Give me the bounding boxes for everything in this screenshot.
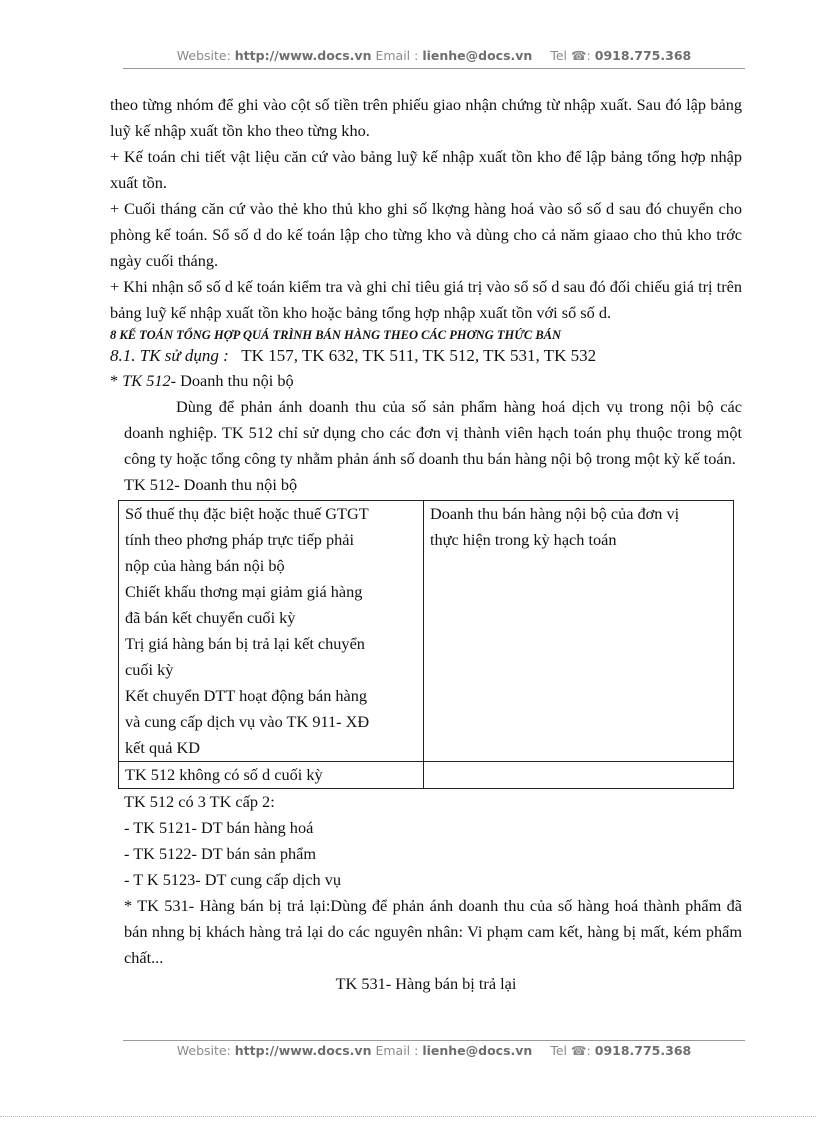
debit-line: Trị giá hàng bán bị trả lại kết chuyển xyxy=(125,634,365,653)
balance-empty-cell xyxy=(424,762,734,789)
debit-line: tính theo phơng pháp trực tiếp phải xyxy=(125,530,355,549)
tel-number: 0918.775.368 xyxy=(594,48,692,63)
credit-column xyxy=(424,501,734,762)
debit-line: Chiết khấu thơng mại giảm giá hàng xyxy=(125,582,363,601)
level2-intro: TK 512 có 3 TK cấp 2: xyxy=(124,792,275,811)
level2-item: - TK 5121- DT bán hàng hoá xyxy=(124,818,314,837)
paragraph-4: + Khi nhận sổ số d kế toán kiểm tra và ghi chỉ tiêu giá trị vào sổ số d sau đó đối chiếu giá trị trên bảng luỹ kế nhập xuất tồn kho hoặc bảng tổng hợp nhập xuất tồn với sổ số d. xyxy=(110,277,742,322)
footer-website-link[interactable]: http://www.docs.vn xyxy=(234,1043,372,1058)
tk512-name: Doanh thu nội bộ xyxy=(176,371,294,390)
subsection-line xyxy=(110,344,742,368)
debit-line: kết quả KD xyxy=(125,738,201,757)
email-link[interactable]: lienhe@docs.vn xyxy=(422,48,533,63)
footer-website-label: Website: xyxy=(176,1043,231,1058)
level2-item: - T K 5123- DT cung cấp dịch vụ xyxy=(124,870,342,889)
debit-line: cuối kỳ xyxy=(125,660,174,679)
page-footer xyxy=(123,1040,745,1061)
tk531-paragraph: * TK 531- Hàng bán bị trả lại:Dùng để phản ánh doanh thu của số hàng hoá thành phẩm đã bán nhng bị khách hàng trả lại do các nguyên nhân: Vi phạm cam kết, hàng bị mất, kém phẩm chất... xyxy=(124,896,742,967)
debit-line: nộp của hàng bán nội bộ xyxy=(125,556,285,575)
debit-line: và cung cấp dịch vụ vào TK 911- XĐ xyxy=(125,712,370,731)
tk512-code: TK 512- xyxy=(122,371,177,390)
tk512-table-title: TK 512- Doanh thu nội bộ xyxy=(124,475,298,494)
debit-line: Số thuế thụ đặc biệt hoặc thuế GTGT xyxy=(125,504,369,523)
website-label: Website: xyxy=(176,48,231,63)
credit-line: Doanh thu bán hàng nội bộ của đơn vị xyxy=(430,504,680,523)
page-header xyxy=(123,48,745,69)
footer-tel-label: Tel ☎: xyxy=(550,1043,591,1058)
balance-cell: TK 512 không có số d cuối kỳ xyxy=(119,762,424,789)
website-link[interactable]: http://www.docs.vn xyxy=(234,48,372,63)
paragraph-3: + Cuối tháng căn cứ vào thẻ kho thủ kho ghi số lkợng hàng hoá vào sổ số d sau đó chuyển cho phòng kế toán. Sổ số d do kế toán lập cho từng kho và dùng cho cả năm giaao cho thủ kho trớc ngày cuối tháng. xyxy=(110,199,742,270)
debit-column xyxy=(119,501,424,762)
credit-line: thực hiện trong kỳ hạch toán xyxy=(430,530,617,549)
paragraph-1: theo từng nhóm để ghi vào cột số tiền trên phiếu giao nhận chứng từ nhập xuất. Sau đó lập bảng luỹ kế nhập xuất tồn kho theo từng kho. xyxy=(110,95,742,140)
email-label: Email : xyxy=(375,48,419,63)
tk512-heading: * TK 512- Doanh thu nội bộ xyxy=(110,371,294,390)
document-body xyxy=(110,92,742,997)
subsection-label: 8.1. TK sử dụng : xyxy=(110,346,229,365)
tel-label: Tel ☎: xyxy=(550,48,591,63)
tk512-description: Dùng để phản ánh doanh thu của số sản phẩm hàng hoá dịch vụ trong nội bộ các doanh nghiệp. TK 512 chỉ sử dụng cho các đơn vị thành viên hạch toán phụ thuộc trong một công ty hoặc tổng công ty nhằm phản ánh số doanh thu bán hàng nội bộ trong một kỳ kế toán. xyxy=(124,397,742,468)
section-heading: 8 KẾ TOÁN TỔNG HỢP QUÁ TRÌNH BÁN HÀNG THEO CÁC PHƠNG THỨC BÁN xyxy=(110,328,562,342)
footer-email-link[interactable]: lienhe@docs.vn xyxy=(422,1043,533,1058)
level2-item: - TK 5122- DT bán sản phẩm xyxy=(124,844,317,863)
footer-email-label: Email : xyxy=(375,1043,419,1058)
tk531-table-title: TK 531- Hàng bán bị trả lại xyxy=(335,974,517,993)
debit-line: Kết chuyển DTT hoạt động bán hàng xyxy=(125,686,368,705)
t-account-main-row xyxy=(119,501,734,762)
paragraph-2: + Kế toán chi tiết vật liệu căn cứ vào bảng luỹ kế nhập xuất tồn kho để lập bảng tổng hợp nhập xuất tồn. xyxy=(110,147,742,192)
page-bottom-divider xyxy=(0,1116,816,1118)
tk512-t-account xyxy=(118,500,734,789)
debit-line: đã bán kết chuyển cuối kỳ xyxy=(125,608,296,627)
subsection-accounts: TK 157, TK 632, TK 511, TK 512, TK 531, TK 532 xyxy=(241,346,597,365)
footer-tel-number: 0918.775.368 xyxy=(594,1043,692,1058)
t-account-balance-row xyxy=(119,762,734,789)
